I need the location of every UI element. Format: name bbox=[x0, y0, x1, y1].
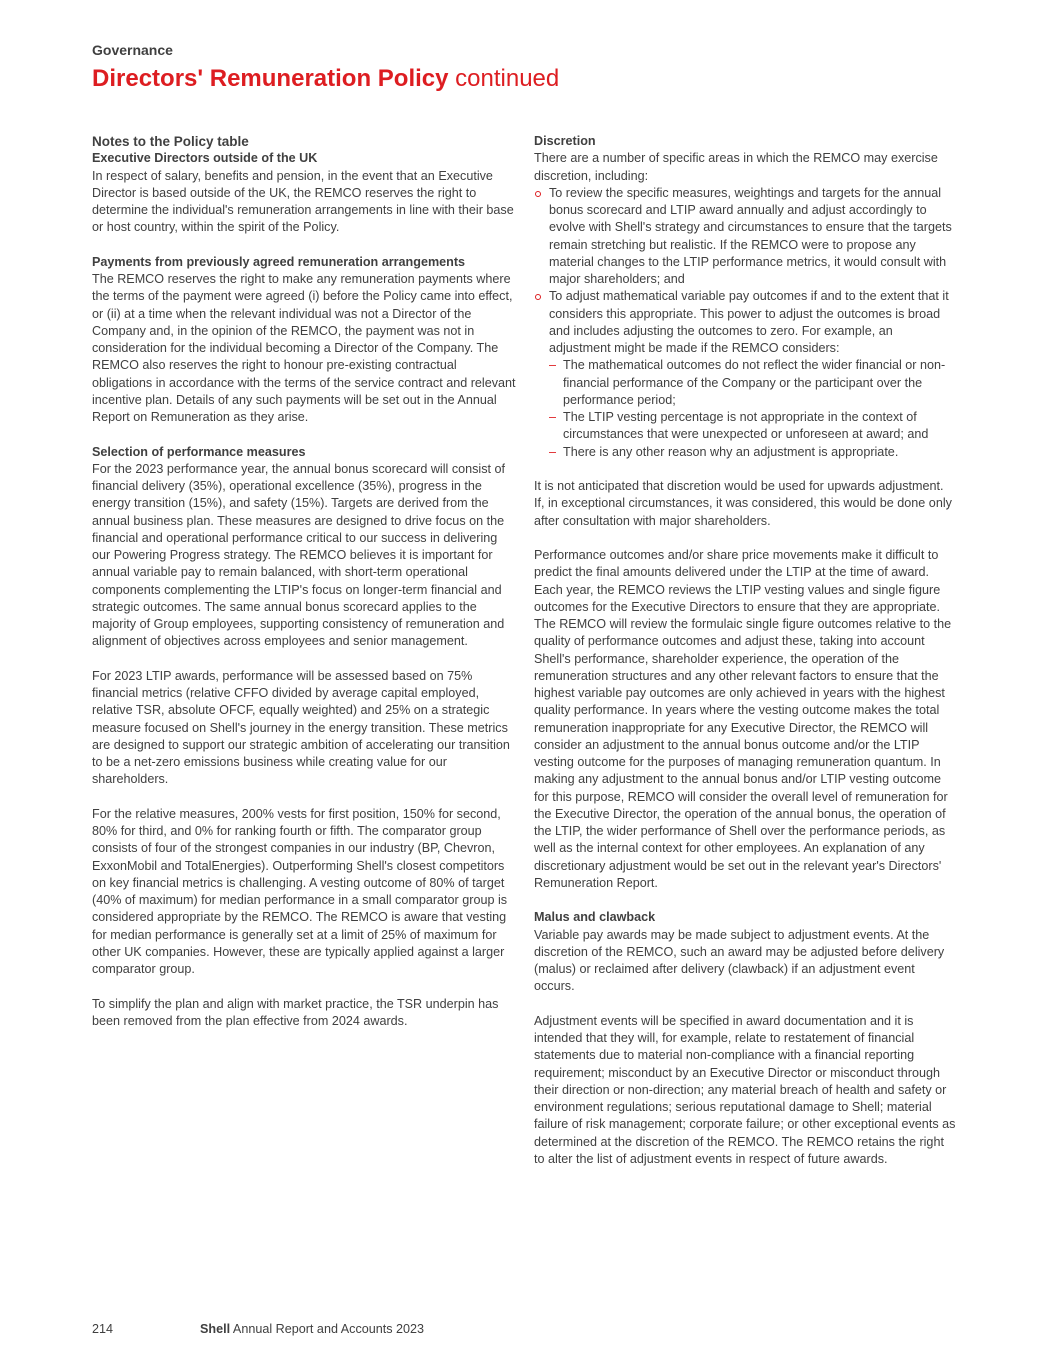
list-item bbox=[534, 185, 956, 289]
discretion-heading: Discretion bbox=[534, 134, 596, 148]
section-label: Governance bbox=[92, 42, 173, 58]
bullet-text: To review the specific measures, weightings and targets for the annual bonus scorecard and LTIP award annually and adjust accordingly to evolve with Shell's strategy and circumstances to ensure that the targets remain stretching but realistic. If the REMCO were to propose any material changes to the LTIP performance metrics, it would consult with major shareholders; and bbox=[549, 185, 952, 286]
footer-brand: Shell bbox=[200, 1322, 231, 1336]
adjustment-reasons-list bbox=[549, 357, 956, 461]
upwards-paragraph: It is not anticipated that discretion would be used for upwards adjustment. If, in exceptional circumstances, it was considered, this would be done only after consultation with major shareholders. bbox=[534, 479, 952, 528]
discretion-intro: There are a number of specific areas in which the REMCO may exercise discretion, including: bbox=[534, 151, 938, 183]
ltip-paragraph: For 2023 LTIP awards, performance will be assessed based on 75% financial metrics (relative CFFO divided by average capital employed, relative TSR, absolute OFCF, equally weighted) and 25% on a strategic measure focused on Shell's journey in the energy transition. These metrics are designed to support our strategic ambition of accelerating our transition to be a net-zero emissions business while creating value for our shareholders. bbox=[92, 668, 510, 787]
discretion-list bbox=[534, 185, 956, 461]
right-column bbox=[534, 133, 956, 1185]
page-number: 214 bbox=[92, 1322, 114, 1336]
page-title bbox=[92, 62, 559, 96]
outside-uk-paragraph: In respect of salary, benefits and pension, in the event that an Executive Director is based outside of the UK, the REMCO reserves the right to determine the individual's remuneration arrangements in line with their base or host country, within the spirit of the Policy. bbox=[92, 168, 514, 235]
outside-uk-heading: Executive Directors outside of the UK bbox=[92, 151, 318, 166]
payments-paragraph: The REMCO reserves the right to make any remuneration payments where the terms of the payment were agreed (i) before the Policy came into effect, or (ii) at a time when the relevant individual was not a Director of the Company and, in the opinion of the REMCO, the payment was not in consideration for the individual becoming a Director of the Company. The REMCO also reserves the right to honour pre-existing contractual obligations in accordance with the terms of the service contract and relevant incentive plan. Details of any such payments will be set out in the Annual Report on Remuneration as they arise. bbox=[92, 272, 516, 424]
malus-paragraph: Variable pay awards may be made subject to adjustment events. At the discretion of the REMCO, such an award may be adjusted before delivery (malus) or reclaimed after delivery (clawback) if an adjustment event occurs. bbox=[534, 927, 945, 994]
selection-paragraph: For the 2023 performance year, the annual bonus scorecard will consist of financial delivery (35%), operational excellence (35%), progress in the energy transition (15%), and safety (15%). Targets are derived from the annual business plan. These measures are designed to drive focus on the financial and operational performance critical to our success in delivering our Powering Progress strategy. The REMCO believes it is important for annual variable pay to remain balanced, with short-term operational components complementing the LTIP's focus on longer-term financial and strategic outcomes. The same annual bonus scorecard applies to the majority of Group employees, supporting consistency of remuneration and alignment of objectives across employees and senior management. bbox=[92, 461, 506, 649]
payments-heading: Payments from previously agreed remuneration arrangements bbox=[92, 254, 466, 269]
left-column bbox=[92, 133, 516, 1047]
adjustment-events-paragraph: Adjustment events will be specified in award documentation and it is intended that they will, for example, relate to restatement of financial statements due to material non-compliance with a financial reporting requirement; misconduct by an Executive Director or misconduct through their direction or non-direction; any material breach of health and safety or environment regulations; serious reputational damage to Shell; material failure of risk management; corporate failure; or other exceptional events as determined at the discretion of the REMCO. The REMCO retains the right to alter the list of adjustment events in respect of future awards. bbox=[534, 1013, 956, 1166]
notes-heading: Notes to the Policy table bbox=[92, 134, 249, 149]
relative-measures-paragraph: For the relative measures, 200% vests for first position, 150% for second, 80% for third, and 0% for ranking fourth or fifth. The comparator group consists of four of the strongest companies in our industry (BP, Chevron, ExxonMobil and TotalEnergies). Outperforming Shell's closest competitors on key financial metrics is challenging. A vesting outcome of 80% of target (40% of maximum) for median performance in a small comparator group is considered appropriate by the REMCO. The REMCO is aware that vesting for median performance is generally set at a limit of 25% of maximum for other UK companies. However, these are typically applied against a larger comparator group. bbox=[92, 806, 508, 976]
simplify-paragraph: To simplify the plan and align with market practice, the TSR underpin has been removed from the plan effective from 2024 awards. bbox=[92, 996, 499, 1028]
malus-heading: Malus and clawback bbox=[534, 910, 656, 925]
list-item: – The LTIP vesting percentage is not appropriate in the context of circumstances that were unexpected or unforeseen at award; and bbox=[549, 409, 956, 444]
list-item: – There is any other reason why an adjustment is appropriate. bbox=[549, 444, 956, 461]
list-item bbox=[534, 288, 956, 461]
page-title-continued: continued bbox=[455, 65, 560, 92]
performance-outcomes-paragraph: Performance outcomes and/or share price movements make it difficult to predict the final amounts delivered under the LTIP at the time of award. Each year, the REMCO reviews the LTIP vesting values and single figure outcomes for the Executive Directors to ensure that they are appropriate. The REMCO will review the formulaic single figure outcomes relative to the quality of performance outcomes and adjust these, taking into account Shell's performance, shareholder experience, the operation of the remuneration structures and any other relevant factors to ensure that the highest variable pay outcomes are only achieved in years with the highest quality performance. In years where the vesting outcome makes the total remuneration inappropriate for any Executive Director, the REMCO will consider an adjustment to the annual bonus outcome and/or the LTIP vesting outcome for the purposes of managing remuneration quantum. In making any adjustment to the annual bonus and/or LTIP vesting outcome for this purpose, REMCO will consider the overall level of remuneration for the Executive Director, the operation of the annual bonus, the operation of the LTIP, the wider performance of Shell over the performance periods, as well as the internal context for other employees. An explanation of any discretionary adjustment would be set out in the relevant year's Directors' Remuneration Report. bbox=[534, 548, 952, 890]
footer-report-name: Annual Report and Accounts 2023 bbox=[232, 1322, 425, 1336]
page-title-main: Directors' Remuneration Policy bbox=[92, 65, 449, 92]
selection-heading: Selection of performance measures bbox=[92, 444, 306, 459]
footer-report-title bbox=[200, 1322, 424, 1336]
bullet-text: To adjust mathematical variable pay outcomes if and to the extent that it considers this appropriate. This power to adjust the outcomes is broad and includes adjusting the outcomes to zero. For example, an adjustment might be made if the REMCO considers: bbox=[549, 289, 949, 355]
list-item: – The mathematical outcomes do not reflect the wider financial or non-financial performance of the Company or the participant over the performance period; bbox=[549, 357, 956, 409]
